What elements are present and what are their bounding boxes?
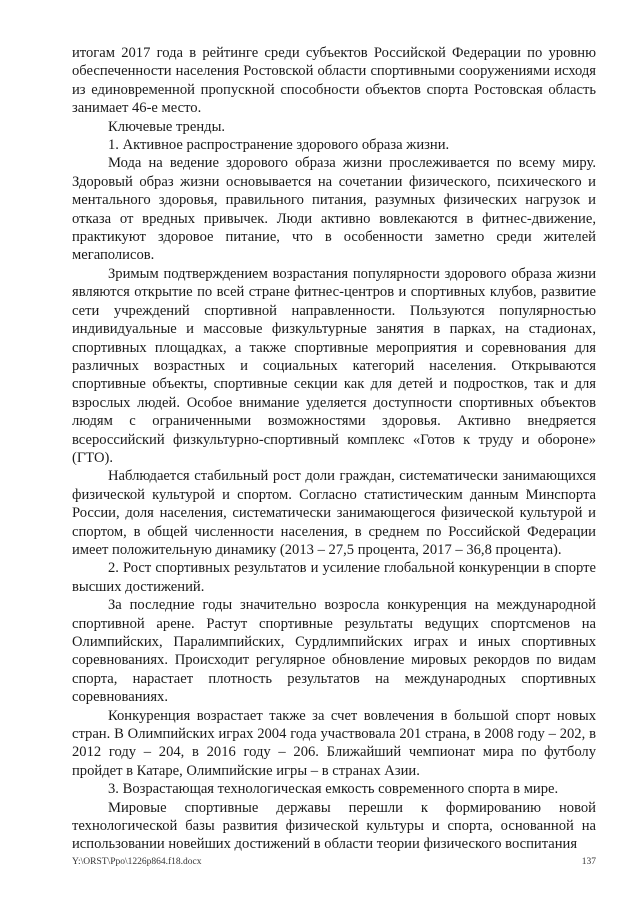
- document-page: [72, 44, 596, 854]
- paragraph-healthy-lifestyle: Мода на ведение здорового образа жизни прослеживается по всему миру. Здоровый образ жизни основывается на сочетании физического, психического и ментального здоровья, правильного питания, разумных физических нагрузок и отказа от вредных привычек. Люди активно вовлекаются в фитнес-движение, практикуют здоровое питание, что в особенности заметно среди жителей мегаполисов.: [72, 155, 596, 264]
- heading-trend-1: 1. Активное распространение здорового образа жизни.: [108, 137, 450, 154]
- footer-file-path: Y:\ORST\Ppo\1226p864.f18.docx: [72, 857, 202, 867]
- heading-trend-2: 2. Рост спортивных результатов и усиление глобальной конкуренции в спорте высших достижений.: [72, 560, 596, 595]
- paragraph-key-trends: Ключевые тренды.: [108, 118, 226, 135]
- paragraph-new-countries: Конкуренция возрастает также за счет вовлечения в большой спорт новых стран. В Олимпийских играх 2004 года участвовала 201 страна, в 2008 году – 202, в 2012 году – 204, в 2016 году – 206. Ближайший чемпионат мира по футболу пройдет в Катаре, Олимпийские игры – в странах Азии.: [72, 707, 596, 779]
- paragraph-popularity: Зримым подтверждением возрастания популярности здорового образа жизни являются открытие по всей стране фитнес-центров и спортивных клубов, развитие сети учреждений спортивной направленности. Пользуются популярностью индивидуальные и массовые физкультурные занятия в парках, на стадионах, спортивных площадках, а также спортивные мероприятия и соревнования для различных возрастных и социальных категорий населения. Открываются спортивные объекты, спортивные секции как для детей и подростков, так и для взрослых людей. Особое внимание уделяется доступности спортивных объектов людям с ограниченными возможностями здоровья. Активно внедряется всероссийский физкультурно-спортивный комплекс «Готов к труду и обороне» (ГТО).: [72, 265, 596, 466]
- paragraph-growth: Наблюдается стабильный рост доли граждан, систематически занимающихся физической культурой и спортом. Согласно статистическим данным Минспорта России, доля населения, систематически занимающегося физической культурой и спортом, в общей численности населения, в среднем по Российской Федерации имеет положительную динамику (2013 – 27,5 процента, 2017 – 36,8 процента).: [72, 468, 596, 558]
- paragraph-rating: итогам 2017 года в рейтинге среди субъектов Российской Федерации по уровню обеспеченности населения Ростовской области спортивными сооружениями исходя из единовременной пропускной способности объектов спорта Ростовская область занимает 46-е место.: [72, 45, 596, 117]
- heading-trend-3: 3. Возрастающая технологическая емкость современного спорта в мире.: [108, 781, 559, 798]
- paragraph-technology: Мировые спортивные державы перешли к формированию новой технологической базы развития физической культуры и спорта, основанной на использовании новейших достижений в области теории физического воспитания: [72, 799, 596, 853]
- footer-page-number: 137: [581, 857, 596, 867]
- paragraph-competition: За последние годы значительно возросла конкуренция на международной спортивной арене. Растут спортивные результаты ведущих спортсменов на Олимпийских, Паралимпийских, Сурдлимпийских играх и иных спортивных соревнованиях. Происходит регулярное обновление мировых рекордов по видам спорта, нарастает плотность результатов на международных спортивных соревнованиях.: [72, 597, 596, 706]
